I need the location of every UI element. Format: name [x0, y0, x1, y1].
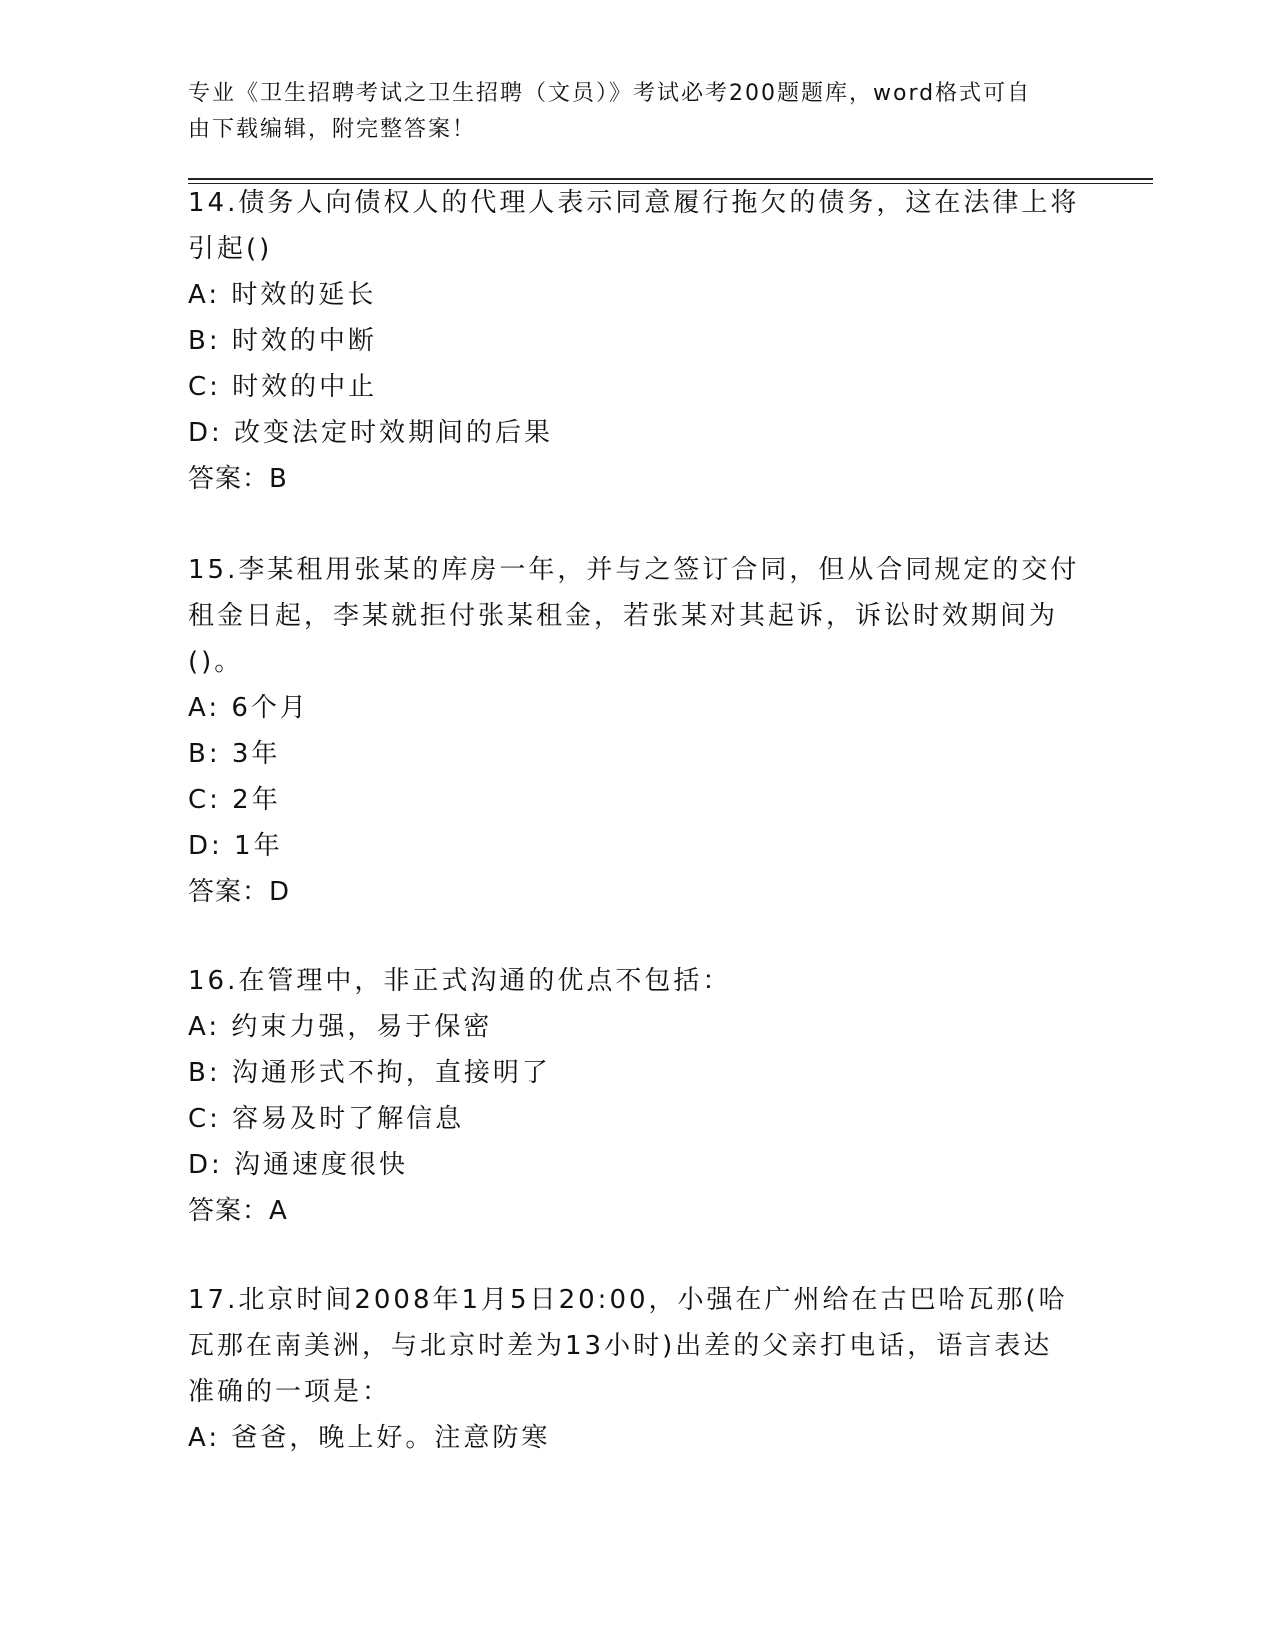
question-16 — [188, 958, 1088, 1234]
question-stem-line: 瓦那在南美洲，与北京时差为13小时)出差的父亲打电话，语言表达 — [188, 1331, 1053, 1361]
option-c: C: 容易及时了解信息 — [188, 1104, 465, 1134]
option-d: D: 沟通速度很快 — [188, 1150, 409, 1180]
option-c: C: 2年 — [188, 785, 281, 815]
question-stem-line: 14.债务人向债权人的代理人表示同意履行拖欠的债务，这在法律上将 — [188, 188, 1080, 218]
question-stem-line: 16.在管理中，非正式沟通的优点不包括： — [188, 966, 732, 996]
header-line-2: 由下载编辑，附完整答案！ — [188, 117, 477, 142]
question-stem-line: 15.李某租用张某的库房一年，并与之签订合同，但从合同规定的交付 — [188, 555, 1080, 585]
option-d: D: 1年 — [188, 831, 283, 861]
option-a: A: 爸爸，晚上好。注意防寒 — [188, 1423, 551, 1453]
question-15 — [188, 547, 1088, 915]
option-a: A: 约束力强，易于保密 — [188, 1012, 493, 1042]
question-stem-line: 租金日起，李某就拒付张某租金，若张某对其起诉，诉讼时效期间为 — [188, 601, 1059, 631]
document-header — [188, 76, 1088, 148]
question-stem-line: 17.北京时间2008年1月5日20:00，小强在广州给在古巴哈瓦那(哈 — [188, 1285, 1068, 1315]
option-a: A: 时效的延长 — [188, 280, 377, 310]
question-stem-line: 引起() — [188, 234, 273, 264]
option-a: A: 6个月 — [188, 693, 309, 723]
answer: 答案：B — [188, 464, 288, 494]
question-14 — [188, 180, 1088, 502]
option-b: B: 沟通形式不拘，直接明了 — [188, 1058, 551, 1088]
header-line-1: 专业《卫生招聘考试之卫生招聘（文员）》考试必考200题题库，word格式可自 — [188, 81, 1032, 106]
question-17 — [188, 1277, 1088, 1461]
question-stem-line: 准确的一项是： — [188, 1377, 392, 1407]
option-b: B: 时效的中断 — [188, 326, 377, 356]
option-b: B: 3年 — [188, 739, 281, 769]
question-stem-line: ()。 — [188, 647, 244, 677]
answer: 答案：A — [188, 1196, 288, 1226]
option-d: D: 改变法定时效期间的后果 — [188, 418, 554, 448]
option-c: C: 时效的中止 — [188, 372, 378, 402]
answer: 答案：D — [188, 877, 291, 907]
